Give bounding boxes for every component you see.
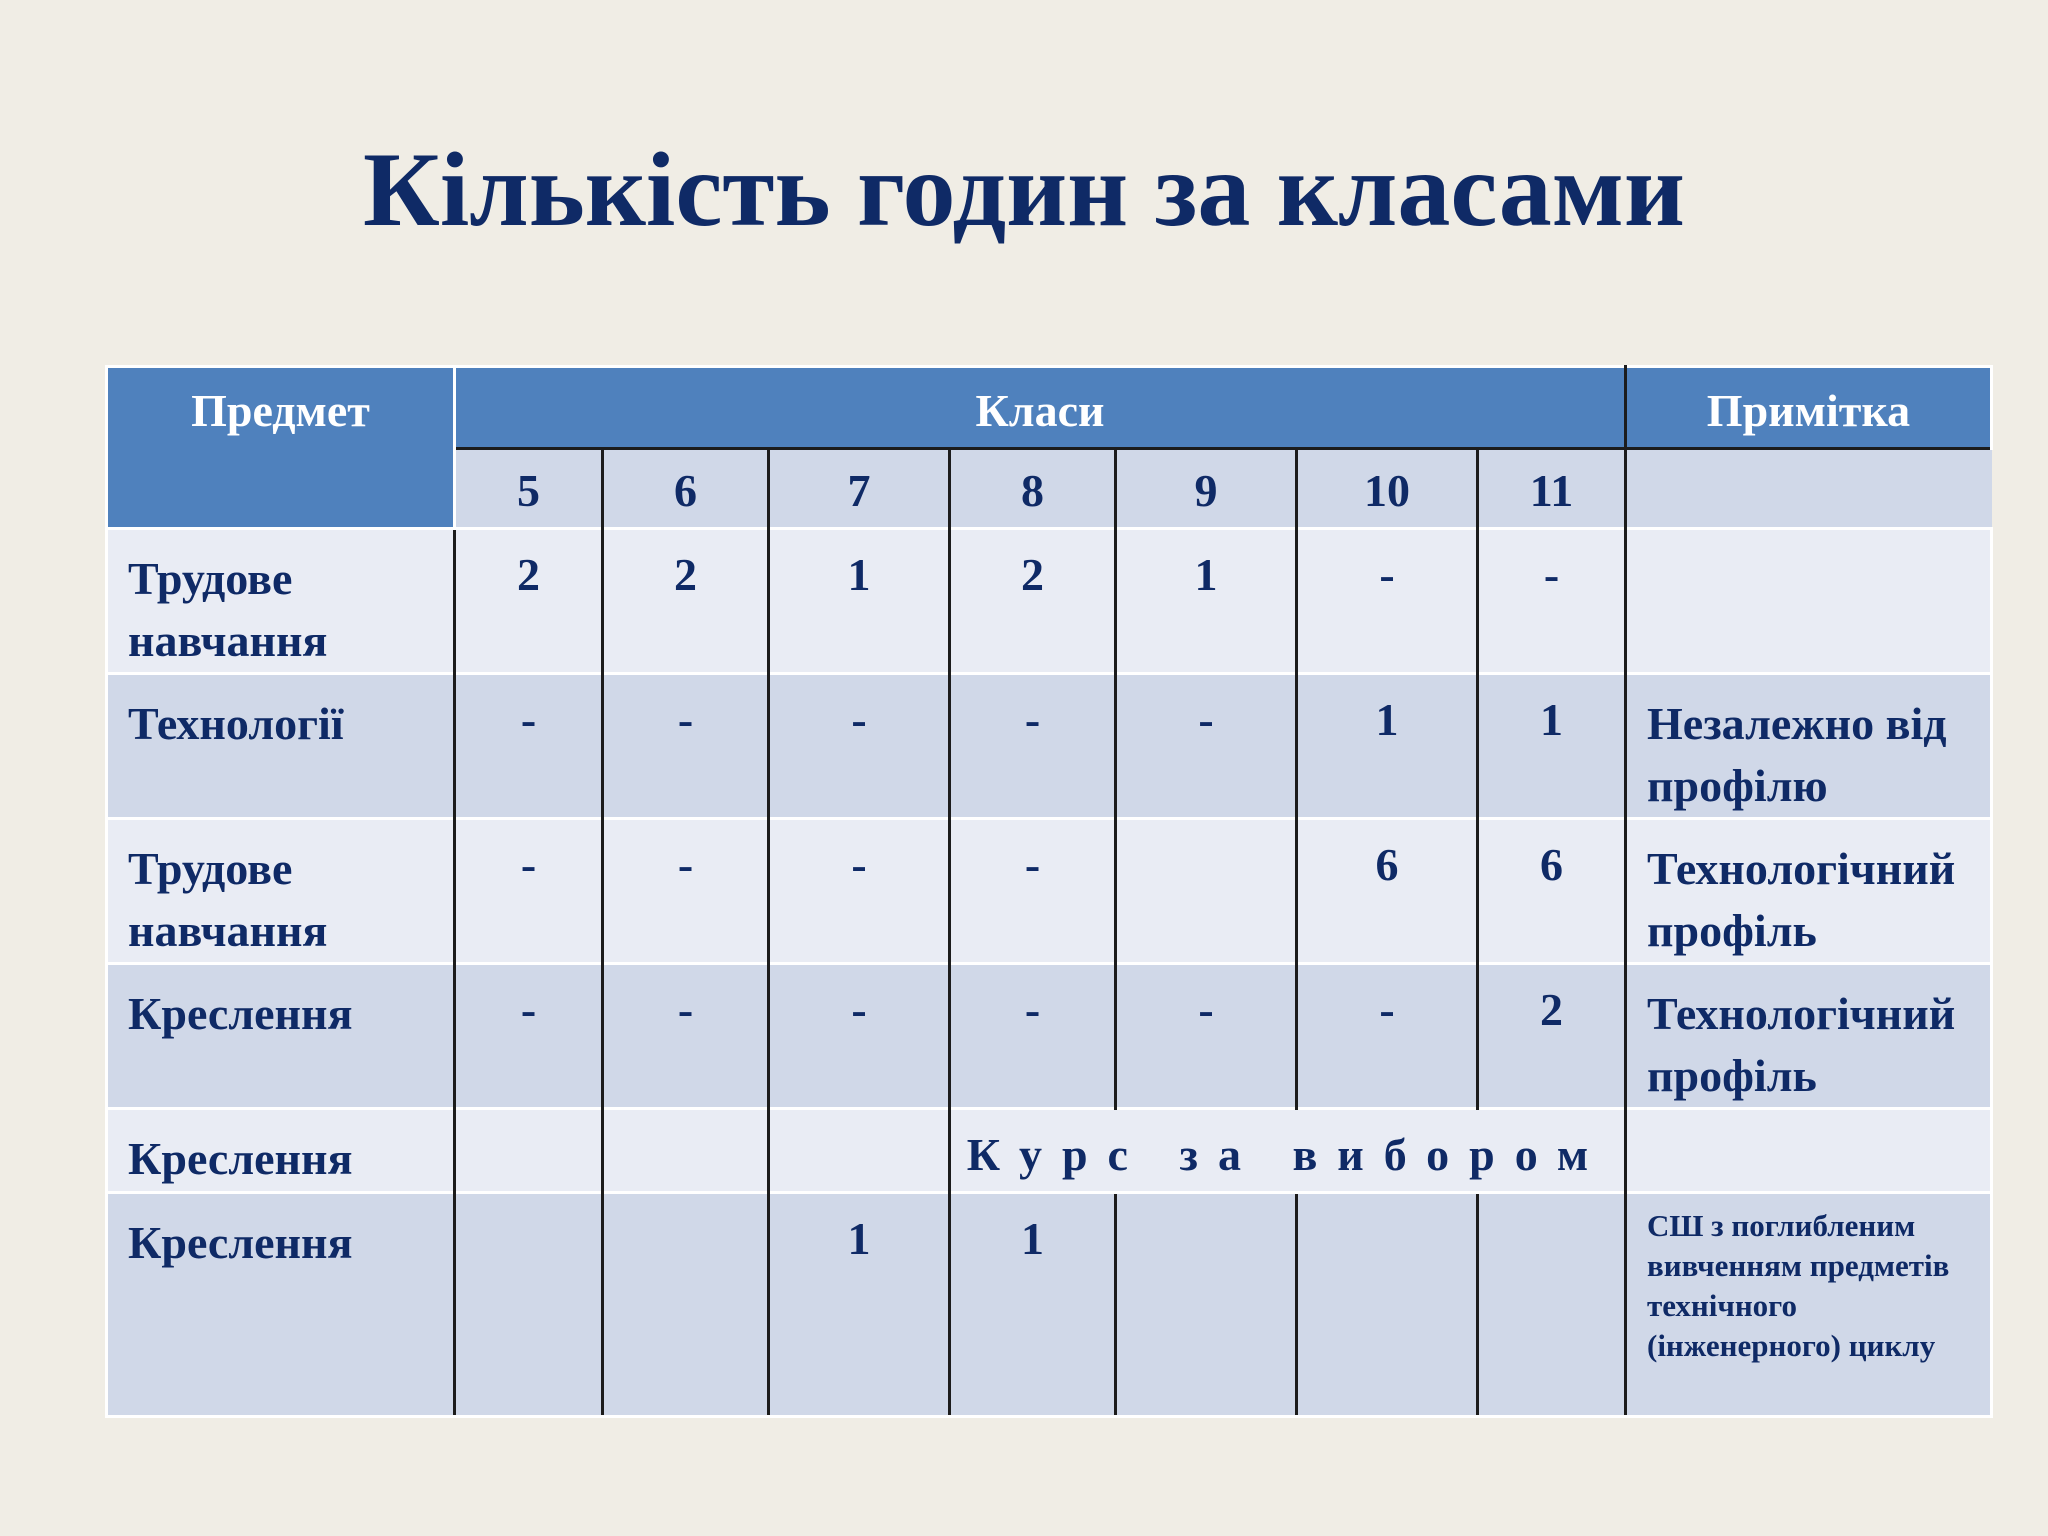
note-cell: Технологічний профіль bbox=[1626, 964, 1992, 1109]
value-cell: 2 bbox=[603, 529, 769, 674]
value-cell: - bbox=[1297, 529, 1478, 674]
value-cell: 6 bbox=[1478, 819, 1626, 964]
table-row bbox=[107, 674, 1992, 819]
note-cell bbox=[1626, 1109, 1992, 1193]
subject-cell: Креслення bbox=[107, 964, 455, 1109]
value-cell: - bbox=[950, 674, 1116, 819]
value-cell: - bbox=[1116, 674, 1297, 819]
value-cell: 2 bbox=[1478, 964, 1626, 1109]
value-cell: 2 bbox=[950, 529, 1116, 674]
value-cell: - bbox=[1297, 964, 1478, 1109]
note-cell: СШ з поглибленим вивченням предметів технічного (інженерного) циклу bbox=[1626, 1193, 1992, 1417]
table-row bbox=[107, 1193, 1992, 1417]
value-cell bbox=[1478, 1193, 1626, 1417]
header-subject: Предмет bbox=[107, 367, 455, 529]
table-row bbox=[107, 1109, 1992, 1193]
subject-cell: Креслення bbox=[107, 1193, 455, 1417]
table-row bbox=[107, 529, 1992, 674]
header-row bbox=[107, 367, 1992, 449]
header-note: Примітка bbox=[1626, 367, 1992, 449]
grade-cell: 6 bbox=[603, 449, 769, 529]
grade-cell: 7 bbox=[769, 449, 950, 529]
value-cell: 1 bbox=[769, 529, 950, 674]
subject-cell: Трудове навчання bbox=[107, 819, 455, 964]
grade-note-empty bbox=[1626, 449, 1992, 529]
note-cell: Технологічний профіль bbox=[1626, 819, 1992, 964]
value-cell: - bbox=[769, 964, 950, 1109]
subject-cell: Креслення bbox=[107, 1109, 455, 1193]
note-cell bbox=[1626, 529, 1992, 674]
grade-cell: 10 bbox=[1297, 449, 1478, 529]
page-title: Кількість годин за класами bbox=[363, 131, 1685, 248]
value-cell bbox=[455, 1193, 603, 1417]
note-cell: Незалежно від профілю bbox=[1626, 674, 1992, 819]
elective-course-cell: Курс за вибором bbox=[950, 1109, 1626, 1193]
value-cell: 1 bbox=[950, 1193, 1116, 1417]
value-cell: - bbox=[455, 964, 603, 1109]
table-row bbox=[107, 964, 1992, 1109]
value-cell: - bbox=[603, 674, 769, 819]
value-cell bbox=[1297, 1193, 1478, 1417]
table-row bbox=[107, 819, 1992, 964]
value-cell: - bbox=[769, 674, 950, 819]
value-cell bbox=[603, 1109, 769, 1193]
value-cell: 1 bbox=[1297, 674, 1478, 819]
value-cell bbox=[769, 1109, 950, 1193]
value-cell: - bbox=[1478, 529, 1626, 674]
value-cell: - bbox=[950, 964, 1116, 1109]
value-cell: - bbox=[455, 674, 603, 819]
grade-cell: 5 bbox=[455, 449, 603, 529]
value-cell: - bbox=[455, 819, 603, 964]
header-classes: Класи bbox=[455, 367, 1626, 449]
value-cell: - bbox=[603, 819, 769, 964]
value-cell bbox=[1116, 1193, 1297, 1417]
value-cell: 1 bbox=[1478, 674, 1626, 819]
value-cell bbox=[1116, 819, 1297, 964]
value-cell: 6 bbox=[1297, 819, 1478, 964]
value-cell bbox=[603, 1193, 769, 1417]
subject-cell: Технології bbox=[107, 674, 455, 819]
value-cell: - bbox=[603, 964, 769, 1109]
value-cell: - bbox=[769, 819, 950, 964]
grade-cell: 11 bbox=[1478, 449, 1626, 529]
subject-cell: Трудове навчання bbox=[107, 529, 455, 674]
value-cell: 1 bbox=[769, 1193, 950, 1417]
value-cell: - bbox=[950, 819, 1116, 964]
value-cell bbox=[455, 1109, 603, 1193]
value-cell: 2 bbox=[455, 529, 603, 674]
value-cell: 1 bbox=[1116, 529, 1297, 674]
hours-table bbox=[105, 365, 1993, 1418]
grade-cell: 8 bbox=[950, 449, 1116, 529]
grade-cell: 9 bbox=[1116, 449, 1297, 529]
value-cell: - bbox=[1116, 964, 1297, 1109]
